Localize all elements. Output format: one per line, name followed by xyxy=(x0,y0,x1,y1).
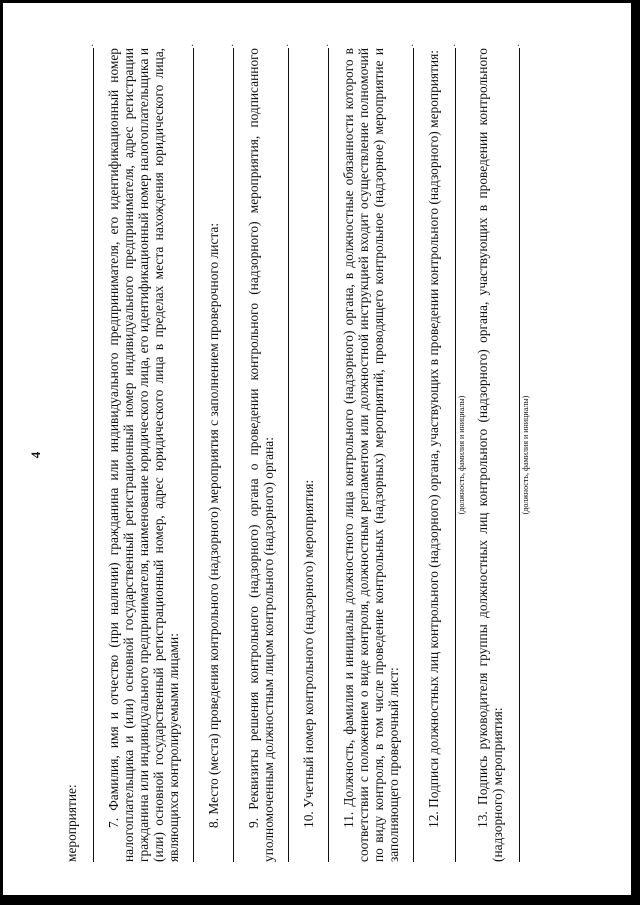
field-dot: . xyxy=(405,44,416,47)
item-8-text: 8. Место (места) проведения контрольного (надзорного) мероприятия с заполнением проверочного листа: xyxy=(206,222,221,828)
intro-answer-line[interactable] xyxy=(85,44,96,862)
item-10-answer-line[interactable] xyxy=(320,44,331,862)
item-8-answer-line[interactable] xyxy=(225,44,236,862)
item-7-answer-line[interactable] xyxy=(185,44,196,862)
item-7-text: 7. Фамилия, имя и отчество (при наличии) гражданина или индивидуального предпринимателя, его идентификационный номер налогоплательщика и (или) основной государственный регистрационный номер индивидуального предпринимателя, адрес регистрации гражданина или индивидуального предпринимателя, наименование юридического лица, его идентификационный номер налогоплательщика и (или) основной государственный регистрационный номер, адрес юридического лица в пределах места нахождения юридического лица, являющихся контролируемыми лицами: xyxy=(106,48,181,862)
item-10-text: 10. Учетный номер контрольного (надзорного) мероприятия: xyxy=(301,479,316,828)
item-11-answer-line[interactable] xyxy=(405,44,416,862)
page-number: 4 xyxy=(28,451,43,459)
item-13-text: 13. Подпись руководителя группы должностных лиц контрольного (надзорного) органа, участвующих в проведении контрольного (надзорного) мероприятия: xyxy=(475,48,505,862)
item-11-text: 11. Должность, фамилия и инициалы должностного лица контрольного (надзорного) органа, в должностные обязанности которого в соответствии с положением о виде контроля, должностным регламентом или должностной инструкцией входит осуществление полномочий по виду контроля, в том числе проведение контрольных (надзорных) мероприятий, проводящего контрольное (надзорное) мероприятие и заполняющего проверочный лист: xyxy=(341,48,401,862)
item-12-signature-caption: (должность, фамилия и инициалы) xyxy=(457,395,466,515)
item-12-signature-line[interactable] xyxy=(447,44,458,862)
item-9-answer-line[interactable] xyxy=(280,44,291,862)
item-13-signature-caption: (должность, фамилия и инициалы) xyxy=(521,395,530,515)
document-page xyxy=(28,30,600,880)
item-12-text: 12. Подписи должностных лиц контрольного (надзорного) органа, участвующих в проведении контрольного (надзорного) мероприятия: xyxy=(426,50,441,828)
intro-continuation: мероприятие: xyxy=(64,784,79,862)
field-dot: . xyxy=(447,44,458,47)
field-dot: . xyxy=(185,44,196,47)
item-13-signature-line[interactable] xyxy=(511,44,522,862)
item-9-text: 9. Реквизиты решения контрольного (надзорного) органа о проведении контрольного (надзорного) мероприятия, подписанного уполномоченным должностным лицом контрольного (надзорного) органа: xyxy=(246,48,276,862)
field-dot: . xyxy=(280,44,291,47)
field-dot: . xyxy=(511,44,522,47)
field-dot: . xyxy=(85,44,96,47)
field-dot: . xyxy=(225,44,236,47)
field-dot: . xyxy=(320,44,331,47)
